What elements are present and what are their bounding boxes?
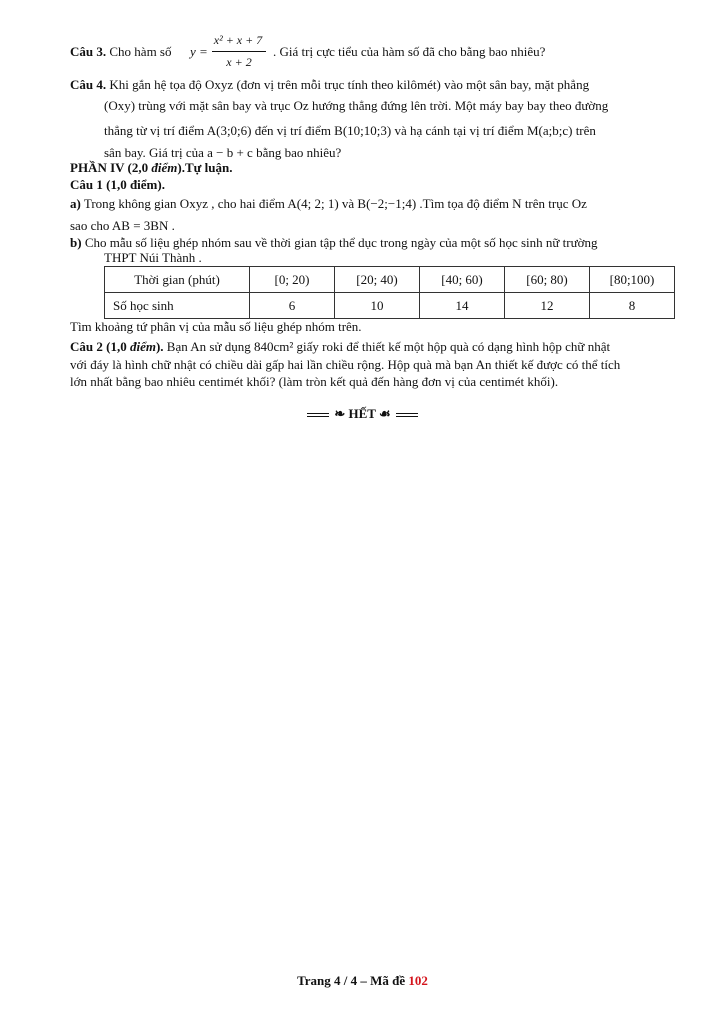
end-text: HẾT <box>348 406 376 421</box>
table-count-cell: 6 <box>250 293 335 319</box>
table-row <box>105 293 675 319</box>
fraction-denominator: x + 2 <box>226 55 252 69</box>
essay-2-title-b: điểm <box>129 339 156 354</box>
question-4-line-3: thẳng từ vị trí điểm A(3;0;6) đến vị trí điểm B(10;10;3) và hạ cánh tại vị trí điểm M(a;b;c) trên <box>104 123 596 138</box>
question-4-line-2: (Oxy) trùng với mặt sân bay và trục Oz hướng thẳng đứng lên trời. Một máy bay bay theo đường <box>104 98 609 113</box>
essay-2-line-3: lớn nhất bằng bao nhiêu centimét khối? (làm tròn kết quả đến hàng đơn vị của centimét khối). <box>70 374 559 389</box>
fraction-numerator: x² + x + 7 <box>213 33 263 47</box>
page-footer <box>0 973 725 989</box>
table-row <box>105 267 675 293</box>
essay-2-line-2: với đáy là hình chữ nhật có chiều dài gấp hai lần chiều rộng. Hộp quà mà bạn An thiết kế được có thể tích <box>70 357 621 372</box>
end-rule-right <box>396 413 418 417</box>
essay-2-title-a: Câu 2 (1,0 <box>70 339 130 354</box>
question-3-intro: Cho hàm số <box>109 44 172 59</box>
part-4-title-c: ).Tự luận. <box>177 160 233 175</box>
essay-2-line-1 <box>70 339 610 355</box>
part-4-title-a: PHẦN IV (2,0 <box>70 160 152 175</box>
end-mark <box>0 406 725 422</box>
table-interval-cell: [40; 60) <box>420 267 505 293</box>
question-3-line <box>70 44 172 60</box>
essay-1b-question: Tìm khoảng tứ phân vị của mẫu số liệu ghép nhóm trên. <box>70 319 362 334</box>
essay-1-heading: Câu 1 (1,0 điểm). <box>70 177 165 192</box>
end-rule-left <box>307 413 329 417</box>
end-ornament-left: ❧ <box>334 406 346 421</box>
footer-page-text: Trang 4 / 4 – Mã đề <box>297 973 409 988</box>
fraction-bar <box>212 51 266 52</box>
footer-exam-code: 102 <box>408 973 428 988</box>
table-interval-cell: [60; 80) <box>505 267 590 293</box>
question-4-text-1: Khi gắn hệ tọa độ Oxyz (đơn vị trên mỗi trục tính theo kilômét) vào một sân bay, mặt phẳng <box>109 77 590 92</box>
table-header-cell: Thời gian (phút) <box>105 267 250 293</box>
table-count-cell: 8 <box>590 293 675 319</box>
essay-1b-line-2: THPT Núi Thành . <box>104 250 202 265</box>
function-y-equals: y = <box>190 44 208 59</box>
question-4-line-1 <box>70 77 589 93</box>
table-interval-cell: [20; 40) <box>335 267 420 293</box>
table-interval-cell: [80;100) <box>590 267 675 293</box>
table-row-label-cell: Số học sinh <box>105 293 250 319</box>
grouped-data-table <box>104 266 675 319</box>
question-4-label: Câu 4. <box>70 77 107 92</box>
question-3-label: Câu 3. <box>70 44 107 59</box>
essay-1b-line-1 <box>70 235 598 251</box>
part-4-heading <box>70 160 233 176</box>
essay-1a-line-1 <box>70 196 587 212</box>
essay-2-text-1: Bạn An sử dụng 840cm² giấy roki để thiết kế một hộp quà có dạng hình hộp chữ nhật <box>166 339 611 354</box>
table-count-cell: 14 <box>420 293 505 319</box>
essay-1a-label: a) <box>70 196 81 211</box>
essay-2-title-c: ). <box>155 339 164 354</box>
essay-1a-line-2: sao cho AB = 3BN . <box>70 218 175 233</box>
table-count-cell: 10 <box>335 293 420 319</box>
end-ornament-right: ☙ <box>378 406 391 421</box>
part-4-title-b: điểm <box>151 160 178 175</box>
question-3-tail: . Giá trị cực tiểu của hàm số đã cho bằng bao nhiêu? <box>273 44 546 59</box>
essay-1b-text-1: Cho mẫu số liệu ghép nhóm sau về thời gian tập thể dục trong ngày của một số học sinh nữ trường <box>84 235 598 250</box>
essay-1a-text-1: Trong không gian Oxyz , cho hai điểm A(4; 2; 1) và B(−2;−1;4) .Tìm tọa độ điểm N trên trục Oz <box>83 196 587 211</box>
table-interval-cell: [0; 20) <box>250 267 335 293</box>
essay-1b-label: b) <box>70 235 82 250</box>
question-4-line-4: sân bay. Giá trị của a − b + c bằng bao nhiêu? <box>104 145 342 160</box>
table-count-cell: 12 <box>505 293 590 319</box>
